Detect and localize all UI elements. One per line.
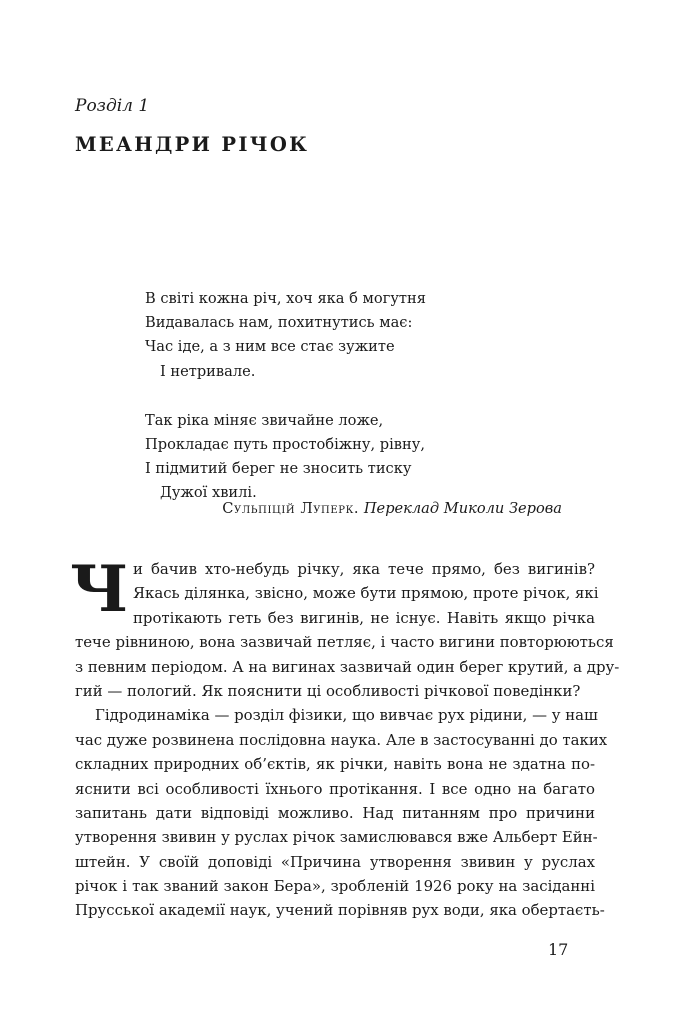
epigraph-poem [145, 287, 426, 506]
page-number: 17 [548, 940, 569, 959]
poem-line: Прокладає путь простобіжну, рівну, [145, 435, 425, 453]
poem-line: І нетривале. [160, 362, 256, 380]
text-line: річок і так званий закон Бера», зробленій 1926 року на засіданні [75, 877, 595, 896]
poem-line: Видавалась нам, похитнутись має: [145, 314, 413, 332]
chapter-title: МЕАНДРИ РІЧОК [75, 133, 310, 156]
text-line: и бачив хто-небудь річку, яка тече прямо, без вигинів? [133, 560, 595, 578]
poem-line: Час іде, а з ним все стає зужите [145, 338, 395, 356]
body-text [75, 557, 620, 923]
poem-line: І підмитий берег не зносить тиску [145, 460, 412, 478]
drop-cap: Ч [70, 552, 129, 627]
text-line: яснити всі особливості їхнього протікання. І все одно на багато [75, 779, 595, 798]
text-line: складних природних об’єктів, як річки, навіть вона не здатна по- [75, 755, 595, 774]
text-line: Якась ділянка, звісно, може бути прямою, проте річок, які [133, 584, 599, 603]
poem-line: В світі кожна річ, хоч яка б могутня [145, 290, 426, 307]
text-line: з певним періодом. А на вигинах зазвичай один берег крутий, а дру- [75, 657, 620, 676]
poem-line: Так ріка міняє звичайне ложе, [145, 411, 384, 429]
text-line: Прусської академії наук, учений порівняв рух води, яка обертаєть- [75, 901, 605, 920]
text-line: Гідродинаміка — розділ фізики, що вивчає рух рідини, — у наш [95, 706, 598, 725]
epigraph-translator: Переклад Миколи Зерова [363, 500, 562, 517]
poem-line: Дужої хвилі. [160, 484, 257, 502]
text-line: утворення звивин у руслах річок замислювався вже Альберт Ейн- [75, 828, 598, 847]
epigraph-author: Сульпіцій Луперк. [222, 500, 360, 517]
text-line: гий — пологий. Як пояснити ці особливості річкової поведінки? [75, 681, 581, 700]
epigraph-attribution [222, 500, 562, 517]
text-line: час дуже розвинена послідовна наука. Але в застосуванні до таких [75, 730, 608, 749]
text-line: запитань дати відповіді можливо. Над питанням про причини [75, 803, 595, 822]
text-line: штейн. У своїй доповіді «Причина утворення звивин у руслах [75, 852, 595, 871]
text-line: протікають геть без вигинів, не існує. Навіть якщо річка [133, 608, 595, 627]
text-line: тече рівниною, вона зазвичай петляє, і часто вигини повторюються [75, 633, 614, 652]
chapter-label: Розділ 1 [75, 96, 150, 116]
